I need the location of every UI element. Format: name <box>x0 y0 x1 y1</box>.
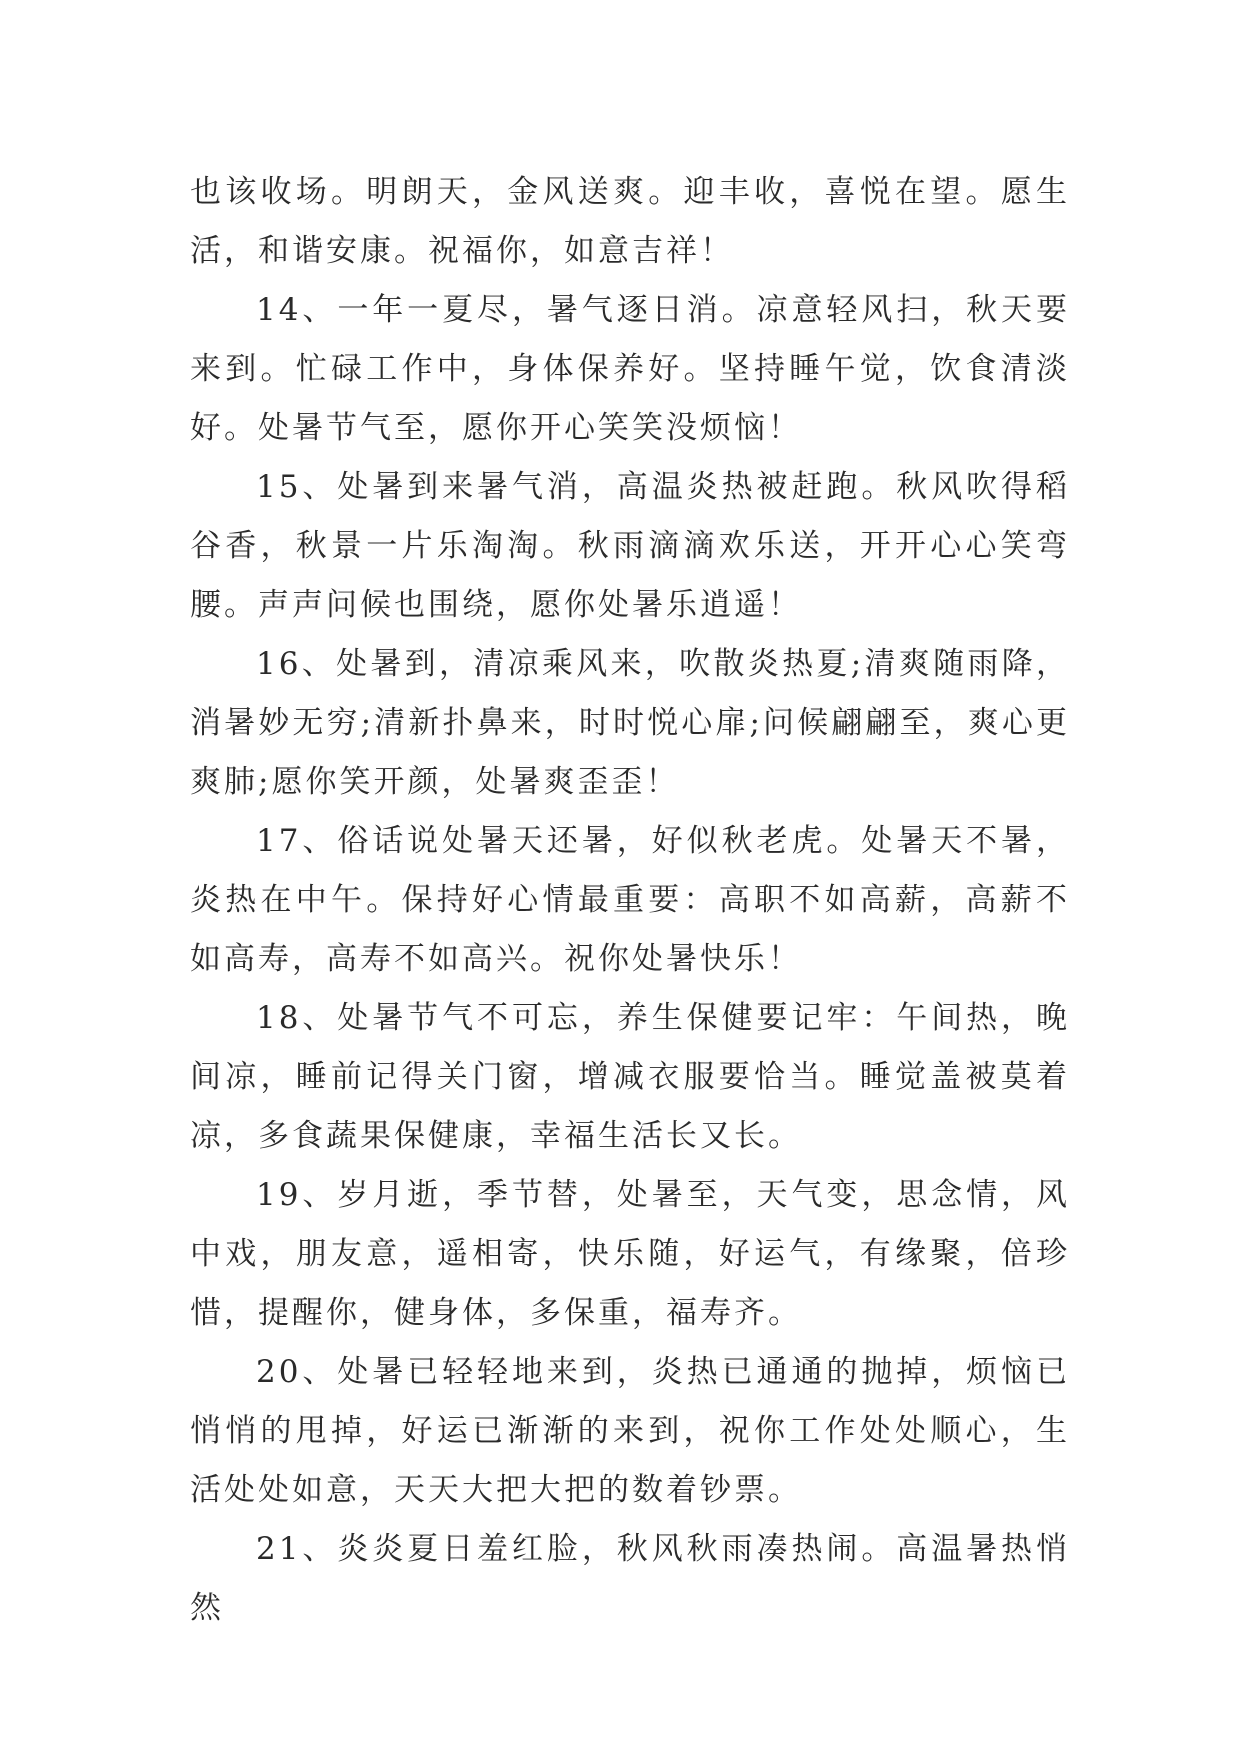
paragraph-14: 14、一年一夏尽，暑气逐日消。凉意轻风扫，秋天要来到。忙碌工作中，身体保养好。坚持睡午觉，饮食清淡好。处暑节气至，愿你开心笑笑没烦恼！ <box>190 292 1070 446</box>
paragraph-21: 21、炎炎夏日羞红脸，秋风秋雨凑热闹。高温暑热悄然 <box>190 1531 1070 1626</box>
paragraph-15: 15、处暑到来暑气消，高温炎热被赶跑。秋风吹得稻谷香，秋景一片乐淘淘。秋雨滴滴欢乐送，开开心心笑弯腰。声声问候也围绕，愿你处暑乐逍遥！ <box>190 469 1070 623</box>
paragraph-16: 16、处暑到，清凉乘风来，吹散炎热夏;清爽随雨降，消暑妙无穷;清新扑鼻来，时时悦心扉;问候翩翩至，爽心更爽肺;愿你笑开颜，处暑爽歪歪！ <box>190 646 1070 800</box>
paragraph-17: 17、俗话说处暑天还暑，好似秋老虎。处暑天不暑，炎热在中午。保持好心情最重要：高职不如高薪，高薪不如高寿，高寿不如高兴。祝你处暑快乐！ <box>190 823 1070 977</box>
paragraph-20: 20、处暑已轻轻地来到，炎热已通通的抛掉，烦恼已悄悄的甩掉，好运已渐渐的来到，祝你工作处处顺心，生活处处如意，天天大把大把的数着钞票。 <box>190 1354 1070 1508</box>
paragraph-continued: 也该收场。明朗天，金风送爽。迎丰收，喜悦在望。愿生活，和谐安康。祝福你，如意吉祥！ <box>190 174 1070 269</box>
document-body <box>190 163 1070 1638</box>
paragraph-19: 19、岁月逝，季节替，处暑至，天气变，思念情，风中戏，朋友意，遥相寄，快乐随，好运气，有缘聚，倍珍惜，提醒你，健身体，多保重，福寿齐。 <box>190 1177 1070 1331</box>
paragraph-18: 18、处暑节气不可忘，养生保健要记牢：午间热，晚间凉，睡前记得关门窗，增减衣服要恰当。睡觉盖被莫着凉，多食蔬果保健康，幸福生活长又长。 <box>190 1000 1070 1154</box>
